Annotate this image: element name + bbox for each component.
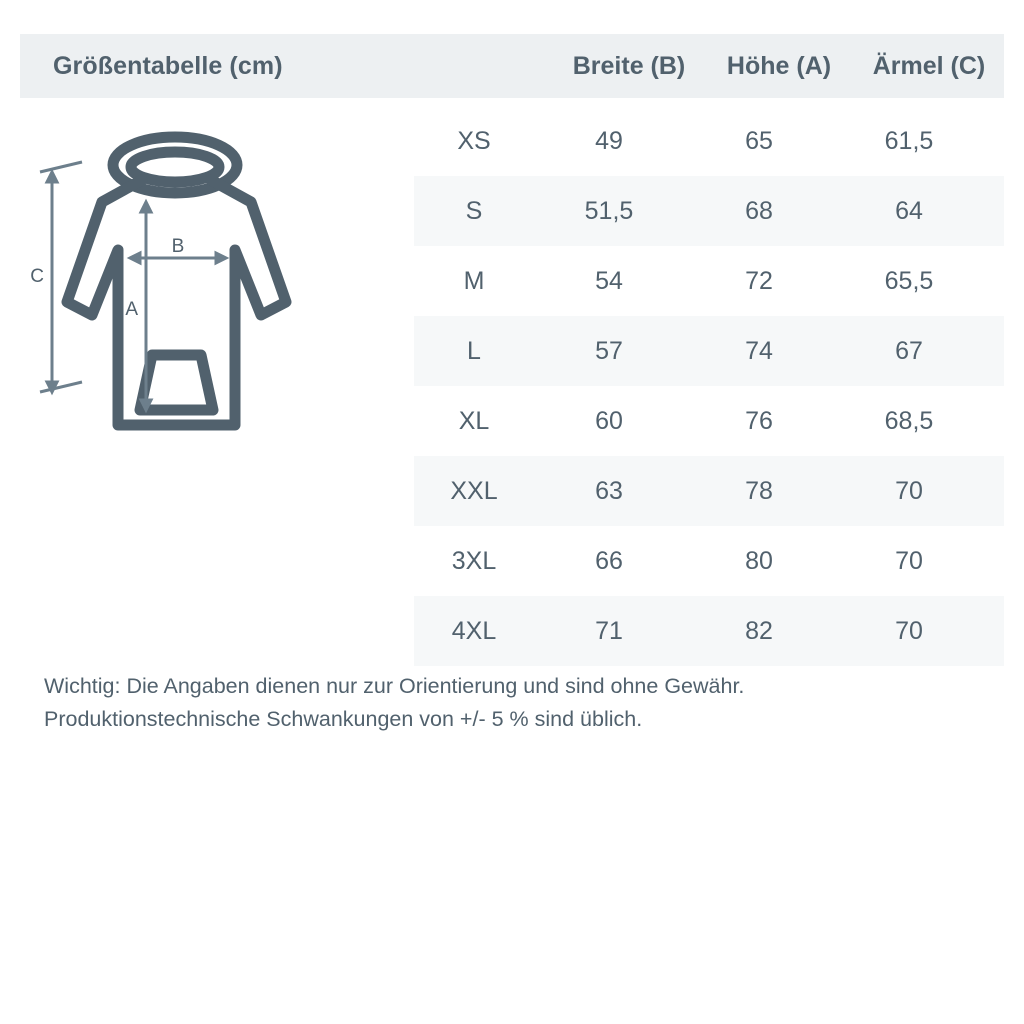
cell-size: 3XL [451, 546, 497, 575]
column-header-breite: Breite (B) [572, 51, 686, 80]
cell-aermel: 70 [895, 616, 923, 645]
cell-size: XS [457, 126, 491, 155]
cell-breite: 66 [595, 546, 623, 575]
column-header-hoehe: Höhe (A) [726, 51, 832, 80]
cell-size: M [463, 266, 485, 295]
label-c: C [30, 266, 44, 287]
table-row [414, 386, 1004, 456]
label-b: B [171, 236, 185, 257]
table-row [414, 176, 1004, 246]
cell-aermel: 70 [895, 546, 923, 575]
table-row [414, 456, 1004, 526]
table-row [414, 526, 1004, 596]
disclaimer-note [44, 670, 994, 736]
cell-breite: 60 [595, 406, 623, 435]
cell-hoehe: 68 [745, 196, 773, 225]
cell-size: L [467, 336, 481, 365]
disclaimer-line1: Die Angaben dienen nur zur Orientierung und sind ohne Gewähr. [120, 674, 745, 698]
hoodie-illustration [30, 110, 410, 450]
cell-breite: 49 [595, 126, 623, 155]
dimension-b [130, 236, 226, 263]
table-row [414, 596, 1004, 666]
column-header-size [434, 52, 554, 81]
dimension-a [125, 202, 151, 410]
cell-aermel: 68,5 [884, 406, 934, 435]
table-row [414, 106, 1004, 176]
cell-size: XL [458, 406, 490, 435]
cell-breite: 51,5 [584, 196, 634, 225]
cell-hoehe: 76 [745, 406, 773, 435]
table-row [414, 246, 1004, 316]
cell-breite: 63 [595, 476, 623, 505]
label-a: A [125, 299, 138, 320]
cell-breite: 57 [595, 336, 623, 365]
page-title: Größentabelle (cm) [53, 51, 283, 80]
table-header [20, 34, 1004, 98]
cell-size: S [465, 196, 483, 225]
size-table [414, 106, 1004, 666]
cell-aermel: 70 [895, 476, 923, 505]
cell-aermel: 65,5 [884, 266, 934, 295]
cell-hoehe: 82 [745, 616, 773, 645]
column-headers [434, 52, 1004, 81]
cell-breite: 54 [595, 266, 623, 295]
table-row [414, 316, 1004, 386]
hoodie-outline-icon [67, 137, 286, 425]
disclaimer-label: Wichtig: [44, 674, 121, 698]
cell-size: XXL [450, 476, 498, 505]
cell-aermel: 67 [895, 336, 923, 365]
cell-aermel: 61,5 [884, 126, 934, 155]
column-header-aermel: Ärmel (C) [872, 51, 986, 80]
cell-hoehe: 74 [745, 336, 773, 365]
cell-breite: 71 [595, 616, 623, 645]
cell-hoehe: 72 [745, 266, 773, 295]
cell-hoehe: 65 [745, 126, 773, 155]
cell-aermel: 64 [895, 196, 923, 225]
disclaimer-line2: Produktionstechnische Schwankungen von +/- 5 % sind üblich. [44, 707, 643, 731]
cell-hoehe: 78 [745, 476, 773, 505]
cell-size: 4XL [451, 616, 497, 645]
cell-hoehe: 80 [745, 546, 773, 575]
